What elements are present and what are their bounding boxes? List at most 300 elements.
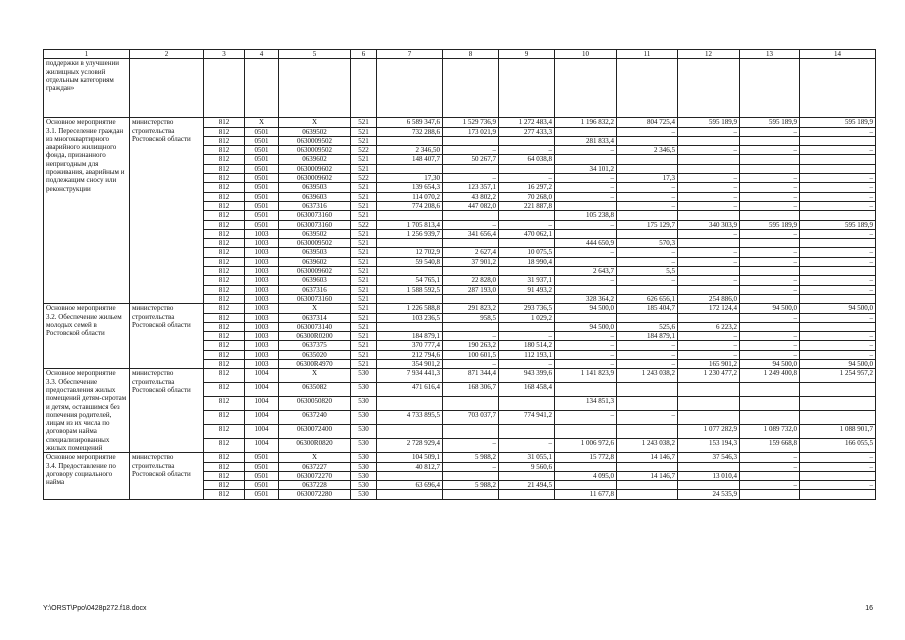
year-value-cell: 1 243 038,2 [617, 439, 678, 453]
total-cell: 354 901,2 [377, 360, 443, 369]
year-value-cell: 18 990,4 [499, 257, 555, 266]
admin-code-cell: 812 [204, 350, 245, 359]
total-cell: 1 705 813,4 [377, 220, 443, 229]
year-value-cell: – [678, 332, 740, 341]
col-header: 2 [130, 50, 204, 59]
target-article-cell: 0630073140 [279, 322, 351, 331]
year-value-cell [617, 313, 678, 322]
target-article-cell: 0639503 [279, 248, 351, 257]
year-value-cell: – [800, 481, 876, 490]
expense-type-cell: 521 [351, 257, 377, 266]
year-value-cell: 123 357,1 [443, 183, 499, 192]
year-value-cell [800, 239, 876, 248]
admin-code-cell: 812 [204, 239, 245, 248]
admin-code-cell: 812 [204, 201, 245, 210]
expense-type-cell: 521 [351, 322, 377, 331]
target-article-cell: 0637228 [279, 481, 351, 490]
year-value-cell: 1 254 957,2 [800, 369, 876, 383]
expense-type-cell: 530 [351, 471, 377, 480]
year-value-cell [617, 136, 678, 145]
expense-type-cell: 530 [351, 425, 377, 439]
year-value-cell [800, 155, 876, 164]
year-value-cell: 1 088 901,7 [800, 425, 876, 439]
year-value-cell: 595 189,9 [800, 220, 876, 229]
year-value-cell: – [800, 276, 876, 285]
total-cell [377, 397, 443, 411]
total-cell: 212 794,6 [377, 350, 443, 359]
year-value-cell [443, 164, 499, 173]
year-value-cell [740, 294, 800, 303]
year-value-cell: 17,3 [617, 174, 678, 183]
year-value-cell: – [800, 201, 876, 210]
year-value-cell [740, 164, 800, 173]
col-header: 8 [443, 50, 499, 59]
year-value-cell [555, 257, 617, 266]
year-value-cell [617, 383, 678, 397]
target-article-cell: 0637314 [279, 313, 351, 322]
admin-code-cell: 812 [204, 136, 245, 145]
expense-type-cell: 530 [351, 369, 377, 383]
year-value-cell: – [800, 462, 876, 471]
target-article-cell: 0630009502 [279, 146, 351, 155]
section-code-cell: 1003 [245, 229, 279, 238]
year-value-cell [617, 155, 678, 164]
target-article-cell: 0630072270 [279, 471, 351, 480]
section-code-cell: 0501 [245, 174, 279, 183]
year-value-cell: 1 196 832,2 [555, 118, 617, 127]
year-value-cell [555, 481, 617, 490]
expense-type-cell: 521 [351, 136, 377, 145]
empty-cell [740, 59, 800, 118]
year-value-cell: 287 193,0 [443, 285, 499, 294]
section-code-cell: 1003 [245, 313, 279, 322]
executor-cell: министерство строительства Ростовской области [130, 453, 204, 499]
year-value-cell: 180 514,2 [499, 341, 555, 350]
year-value-cell: 958,5 [443, 313, 499, 322]
executor-cell: министерство строительства Ростовской области [130, 118, 204, 304]
year-value-cell: 21 494,5 [499, 481, 555, 490]
year-value-cell: 22 828,0 [443, 276, 499, 285]
year-value-cell: – [617, 201, 678, 210]
year-value-cell: 70 268,0 [499, 192, 555, 201]
year-value-cell [678, 462, 740, 471]
admin-code-cell: 812 [204, 369, 245, 383]
year-value-cell: 173 021,9 [443, 127, 499, 136]
year-value-cell: 9 560,6 [499, 462, 555, 471]
target-article-cell: 0630009502 [279, 136, 351, 145]
year-value-cell: 185 404,7 [617, 304, 678, 313]
target-article-cell: 0639503 [279, 183, 351, 192]
col-header: 12 [678, 50, 740, 59]
year-value-cell: – [740, 257, 800, 266]
section-code-cell: 0501 [245, 155, 279, 164]
year-value-cell [740, 211, 800, 220]
total-cell: 148 407,7 [377, 155, 443, 164]
year-value-cell [617, 285, 678, 294]
col-header: 1 [44, 50, 130, 59]
admin-code-cell: 812 [204, 127, 245, 136]
year-value-cell: 165 901,2 [678, 360, 740, 369]
section-code-cell: 1003 [245, 276, 279, 285]
section-code-cell: 1004 [245, 411, 279, 425]
expense-type-cell: 530 [351, 383, 377, 397]
year-value-cell: – [740, 453, 800, 462]
section-code-cell: 1004 [245, 397, 279, 411]
table-body [44, 59, 876, 499]
year-value-cell: 105 238,8 [555, 211, 617, 220]
year-value-cell: 37 546,3 [678, 453, 740, 462]
year-value-cell: – [740, 127, 800, 136]
empty-cell [800, 59, 876, 118]
section-code-cell: 0501 [245, 146, 279, 155]
year-value-cell: 1 029,2 [499, 313, 555, 322]
year-value-cell [617, 397, 678, 411]
year-value-cell: 11 677,8 [555, 490, 617, 499]
target-article-cell: 0630009602 [279, 267, 351, 276]
year-value-cell: – [617, 360, 678, 369]
admin-code-cell: 812 [204, 341, 245, 350]
year-value-cell: – [678, 183, 740, 192]
empty-cell [351, 59, 377, 118]
year-value-cell: 277 433,3 [499, 127, 555, 136]
year-value-cell [800, 164, 876, 173]
section-code-cell: 1003 [245, 341, 279, 350]
year-value-cell: 94 500,0 [800, 360, 876, 369]
year-value-cell: – [555, 220, 617, 229]
header-row [44, 50, 876, 59]
year-value-cell [499, 471, 555, 480]
continued-description: поддержки в улучшении жилищных условий отдельным категориям граждан» [44, 59, 130, 118]
year-value-cell: – [555, 146, 617, 155]
year-value-cell: – [555, 332, 617, 341]
total-cell: 1 256 939,7 [377, 229, 443, 238]
year-value-cell: 341 656,4 [443, 229, 499, 238]
section-code-cell: 0501 [245, 127, 279, 136]
total-cell [377, 239, 443, 248]
year-value-cell: 328 364,2 [555, 294, 617, 303]
year-value-cell [740, 383, 800, 397]
year-value-cell [443, 425, 499, 439]
total-cell: 59 540,8 [377, 257, 443, 266]
year-value-cell: – [740, 248, 800, 257]
year-value-cell: 1 077 282,9 [678, 425, 740, 439]
year-value-cell: – [617, 248, 678, 257]
total-cell [377, 294, 443, 303]
admin-code-cell: 812 [204, 248, 245, 257]
target-article-cell: 06300R0200 [279, 332, 351, 341]
year-value-cell [800, 136, 876, 145]
year-value-cell: – [740, 341, 800, 350]
year-value-cell: – [800, 453, 876, 462]
total-cell: 12 702,9 [377, 248, 443, 257]
executor-cell: министерство строительства Ростовской области [130, 304, 204, 369]
year-value-cell: 15 772,8 [555, 453, 617, 462]
year-value-cell: 14 146,7 [617, 471, 678, 480]
year-value-cell [617, 462, 678, 471]
target-article-cell: X [279, 118, 351, 127]
admin-code-cell: 812 [204, 118, 245, 127]
year-value-cell: – [800, 183, 876, 192]
year-value-cell: 774 941,2 [499, 411, 555, 425]
admin-code-cell: 812 [204, 285, 245, 294]
year-value-cell: – [617, 127, 678, 136]
col-header: 11 [617, 50, 678, 59]
year-value-cell [800, 397, 876, 411]
total-cell [377, 136, 443, 145]
year-value-cell [499, 164, 555, 173]
section-code-cell: 1003 [245, 239, 279, 248]
year-value-cell: 470 062,1 [499, 229, 555, 238]
year-value-cell: – [678, 276, 740, 285]
year-value-cell: 31 937,1 [499, 276, 555, 285]
section-code-cell: 0501 [245, 136, 279, 145]
year-value-cell: 94 500,0 [555, 304, 617, 313]
admin-code-cell: 812 [204, 411, 245, 425]
expense-type-cell: 530 [351, 411, 377, 425]
year-value-cell [800, 411, 876, 425]
year-value-cell [499, 239, 555, 248]
col-header: 4 [245, 50, 279, 59]
year-value-cell: 595 189,9 [740, 220, 800, 229]
total-cell: 17,30 [377, 174, 443, 183]
year-value-cell: 626 656,1 [617, 294, 678, 303]
year-value-cell [617, 490, 678, 499]
year-value-cell: – [443, 174, 499, 183]
year-value-cell [740, 155, 800, 164]
measure-description: Основное мероприятие 3.3. Обеспечение предоставления жилых помещений детям-сиротам и детям, оставшимся без попечения родителей, лицам из их числа по договорам найма специализированных жилых помещений [44, 369, 130, 453]
year-value-cell: – [678, 229, 740, 238]
year-value-cell: – [800, 341, 876, 350]
target-article-cell: 0639603 [279, 276, 351, 285]
year-value-cell: – [617, 411, 678, 425]
year-value-cell [678, 211, 740, 220]
expense-type-cell: 530 [351, 453, 377, 462]
total-cell: 2 728 929,4 [377, 439, 443, 453]
year-value-cell [617, 481, 678, 490]
col-header: 3 [204, 50, 245, 59]
year-value-cell [740, 136, 800, 145]
year-value-cell: – [555, 276, 617, 285]
expense-type-cell: 521 [351, 341, 377, 350]
year-value-cell [800, 267, 876, 276]
section-code-cell: 0501 [245, 471, 279, 480]
year-value-cell [678, 285, 740, 294]
year-value-cell: – [740, 174, 800, 183]
year-value-cell [499, 211, 555, 220]
target-article-cell: 0630072280 [279, 490, 351, 499]
year-value-cell [499, 267, 555, 276]
year-value-cell [800, 471, 876, 480]
year-value-cell: 175 129,7 [617, 220, 678, 229]
admin-code-cell: 812 [204, 425, 245, 439]
section-code-cell: 1003 [245, 267, 279, 276]
admin-code-cell: 812 [204, 174, 245, 183]
year-value-cell: 1 272 483,4 [499, 118, 555, 127]
total-cell [377, 267, 443, 276]
expense-type-cell: 521 [351, 155, 377, 164]
year-value-cell: – [800, 146, 876, 155]
target-article-cell: 06300R4970 [279, 360, 351, 369]
year-value-cell [555, 155, 617, 164]
total-cell: 732 288,6 [377, 127, 443, 136]
admin-code-cell: 812 [204, 183, 245, 192]
year-value-cell: – [740, 146, 800, 155]
year-value-cell: – [740, 229, 800, 238]
year-value-cell [443, 136, 499, 145]
target-article-cell: 0630009602 [279, 164, 351, 173]
expense-type-cell: 530 [351, 397, 377, 411]
section-code-cell: 1003 [245, 294, 279, 303]
expense-type-cell: 530 [351, 490, 377, 499]
section-code-cell: 0501 [245, 490, 279, 499]
total-cell [377, 322, 443, 331]
year-value-cell [740, 411, 800, 425]
year-value-cell: – [617, 350, 678, 359]
executor-cell: министерство строительства Ростовской области [130, 369, 204, 453]
section-code-cell: 0501 [245, 220, 279, 229]
year-value-cell: – [555, 192, 617, 201]
year-value-cell [678, 397, 740, 411]
section-code-cell: 0501 [245, 164, 279, 173]
target-article-cell: 0635082 [279, 383, 351, 397]
year-value-cell [678, 313, 740, 322]
expense-type-cell: 521 [351, 211, 377, 220]
page-number: 16 [865, 605, 873, 612]
admin-code-cell: 812 [204, 257, 245, 266]
year-value-cell: 184 879,1 [617, 332, 678, 341]
section-code-cell: 1003 [245, 332, 279, 341]
year-value-cell [555, 229, 617, 238]
target-article-cell: 0630050820 [279, 397, 351, 411]
section-code-cell: 1003 [245, 285, 279, 294]
expense-type-cell: 521 [351, 239, 377, 248]
admin-code-cell: 812 [204, 304, 245, 313]
total-cell: 114 070,2 [377, 192, 443, 201]
year-value-cell: – [443, 462, 499, 471]
year-value-cell: – [499, 146, 555, 155]
section-code-cell: 1004 [245, 425, 279, 439]
admin-code-cell: 812 [204, 332, 245, 341]
expense-type-cell: 522 [351, 146, 377, 155]
year-value-cell [555, 201, 617, 210]
year-value-cell: 50 267,7 [443, 155, 499, 164]
expense-type-cell: 521 [351, 313, 377, 322]
admin-code-cell: 812 [204, 397, 245, 411]
expense-type-cell: 522 [351, 220, 377, 229]
year-value-cell: – [555, 350, 617, 359]
table-row [44, 369, 876, 383]
total-cell [377, 490, 443, 499]
year-value-cell [499, 425, 555, 439]
section-code-cell: X [245, 118, 279, 127]
continuation-row [44, 59, 876, 118]
year-value-cell: 1 230 477,2 [678, 369, 740, 383]
admin-code-cell: 812 [204, 211, 245, 220]
year-value-cell: 134 851,3 [555, 397, 617, 411]
year-value-cell [443, 322, 499, 331]
expense-type-cell: 521 [351, 164, 377, 173]
year-value-cell [499, 294, 555, 303]
year-value-cell [740, 239, 800, 248]
admin-code-cell: 812 [204, 360, 245, 369]
year-value-cell: 444 650,9 [555, 239, 617, 248]
year-value-cell [443, 397, 499, 411]
year-value-cell [443, 211, 499, 220]
total-cell [377, 471, 443, 480]
col-header: 6 [351, 50, 377, 59]
year-value-cell: 34 101,2 [555, 164, 617, 173]
year-value-cell: 190 263,2 [443, 341, 499, 350]
empty-cell [204, 59, 245, 118]
expense-type-cell: 521 [351, 248, 377, 257]
measure-description: Основное мероприятие 3.1. Переселение граждан из многоквартирного аварийного жилищного фонда, признанного непригодным для проживания, аварийным и подлежащим сносу или реконструкции [44, 118, 130, 304]
admin-code-cell: 812 [204, 439, 245, 453]
year-value-cell: – [678, 201, 740, 210]
year-value-cell [443, 471, 499, 480]
year-value-cell: 94 500,0 [800, 304, 876, 313]
year-value-cell [555, 425, 617, 439]
year-value-cell [678, 239, 740, 248]
year-value-cell: 570,3 [617, 239, 678, 248]
section-code-cell: 1003 [245, 257, 279, 266]
section-code-cell: 0501 [245, 183, 279, 192]
year-value-cell: – [678, 174, 740, 183]
year-value-cell: – [678, 248, 740, 257]
admin-code-cell: 812 [204, 481, 245, 490]
file-path-footer: Y:\ORST\Ppo\0428p272.f18.docx [43, 605, 147, 612]
year-value-cell: 871 344,4 [443, 369, 499, 383]
year-value-cell: 112 193,1 [499, 350, 555, 359]
table-row [44, 304, 876, 313]
year-value-cell: – [617, 192, 678, 201]
year-value-cell: – [499, 174, 555, 183]
admin-code-cell: 812 [204, 490, 245, 499]
year-value-cell: – [499, 332, 555, 341]
year-value-cell: – [443, 360, 499, 369]
year-value-cell: 447 082,0 [443, 201, 499, 210]
expense-type-cell: 521 [351, 304, 377, 313]
year-value-cell: – [678, 257, 740, 266]
empty-cell [130, 59, 204, 118]
year-value-cell: 1 089 732,0 [740, 425, 800, 439]
col-header: 14 [800, 50, 876, 59]
section-code-cell: 1004 [245, 383, 279, 397]
year-value-cell: 94 500,0 [555, 322, 617, 331]
empty-cell [678, 59, 740, 118]
expense-type-cell: 521 [351, 267, 377, 276]
year-value-cell: – [800, 248, 876, 257]
year-value-cell: 16 297,2 [499, 183, 555, 192]
col-header: 9 [499, 50, 555, 59]
year-value-cell: – [740, 481, 800, 490]
year-value-cell [555, 313, 617, 322]
expense-type-cell: 521 [351, 183, 377, 192]
year-value-cell: – [678, 341, 740, 350]
total-cell: 1 588 592,5 [377, 285, 443, 294]
section-code-cell: 1003 [245, 248, 279, 257]
year-value-cell: – [800, 229, 876, 238]
year-value-cell: – [800, 127, 876, 136]
year-value-cell: 2 627,4 [443, 248, 499, 257]
expense-type-cell: 521 [351, 127, 377, 136]
year-value-cell: – [555, 411, 617, 425]
year-value-cell: – [800, 174, 876, 183]
target-article-cell: 0637316 [279, 285, 351, 294]
year-value-cell: 943 399,6 [499, 369, 555, 383]
year-value-cell: 1 529 736,9 [443, 118, 499, 127]
admin-code-cell: 812 [204, 192, 245, 201]
year-value-cell [740, 490, 800, 499]
